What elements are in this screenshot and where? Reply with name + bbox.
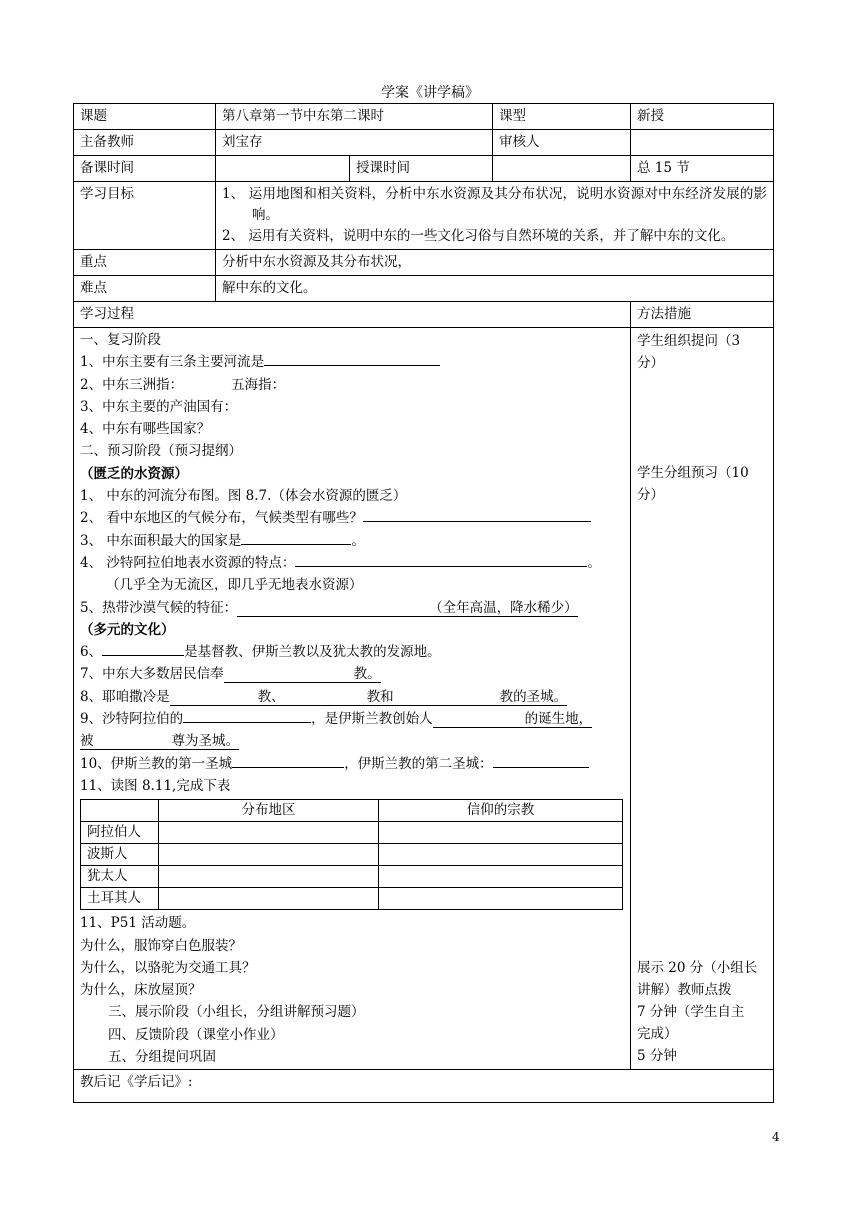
row-process-header — [74, 302, 774, 328]
method-1a: 学生组织提问（3 — [637, 333, 741, 349]
water-heading: （匮乏的水资源） — [80, 465, 188, 482]
answer-blank[interactable] — [295, 552, 587, 567]
method-content — [631, 328, 774, 1070]
reviewer-label: 审核人 — [493, 130, 631, 156]
table-header-cell — [81, 800, 159, 822]
activity-heading: 11、P51 活动题。 — [80, 915, 196, 932]
stage-3: 三、展示阶段（小组长，分组讲解预习题） — [108, 1004, 365, 1021]
method-2a: 学生分组预习（10 — [637, 465, 749, 481]
question-4: 4、中东有哪些国家？ — [80, 421, 211, 438]
key-value: 分析中东水资源及其分布状况， — [216, 250, 774, 276]
culture-11: 11、读图 8.11,完成下表 — [80, 777, 231, 794]
prep-time-value — [216, 156, 350, 182]
culture-7: 7、中东大多数居民信奉 教。 — [80, 666, 381, 683]
table-cell-blank[interactable] — [379, 866, 623, 888]
table-row — [81, 844, 623, 866]
culture-9: 9、沙特阿拉伯的 ，是伊斯兰教创始人 的诞生地， — [80, 708, 624, 730]
table-row — [81, 866, 623, 888]
culture-heading: （多元的文化） — [80, 621, 175, 638]
ethnic-group-label: 波斯人 — [81, 844, 159, 866]
why-3: 为什么，床放屋顶？ — [80, 982, 202, 999]
question-2: 2、中东三洲指： 五海指： — [80, 376, 286, 393]
row-afterword — [74, 1070, 774, 1103]
answer-blank[interactable] — [102, 641, 184, 656]
method-3d: 完成） — [637, 1026, 678, 1042]
preview-3: 3、 中东面积最大的国家是 。 — [80, 530, 624, 552]
stage-5: 五、分组提问巩固 — [108, 1049, 216, 1066]
goals-content — [216, 182, 774, 250]
question-3: 3、中东主要的产油国有： — [80, 398, 238, 415]
method-1b: 分） — [637, 355, 664, 371]
answer-blank[interactable] — [264, 351, 440, 366]
preview-4: 4、 沙特阿拉伯地表水资源的特点： 。 — [80, 552, 624, 574]
table-cell-blank[interactable] — [379, 822, 623, 844]
review-heading: 一、复习阶段 — [80, 332, 161, 348]
lesson-plan-table — [73, 103, 774, 1103]
preview-1: 1、 中东的河流分布图。图 8.7.（体会水资源的匮乏） — [80, 488, 407, 505]
preview-5: 5、热带沙漠气候的特征： （全年高温，降水稀少） — [80, 599, 578, 616]
goal-item: 1、 运用地图和相关资料，分析中东水资源及其分布状况，说明水资源对中东经济发展的影响。 — [222, 186, 767, 223]
teacher-label: 主备教师 — [74, 130, 216, 156]
culture-8: 8、耶咱撒冷是 教、 教和 教的圣城。 — [80, 688, 568, 705]
table-row — [81, 888, 623, 910]
ethnic-group-label: 阿拉伯人 — [81, 822, 159, 844]
row-key — [74, 250, 774, 276]
method-label: 方法措施 — [631, 302, 774, 328]
ethnic-religion-table — [80, 799, 623, 910]
row-teacher — [74, 130, 774, 156]
why-1: 为什么，服饰穿白色服装？ — [80, 937, 242, 954]
page-title: 学案《讲学稿》 — [381, 85, 479, 101]
method-3c: 7 分钟（学生自主 — [637, 1004, 745, 1020]
row-course — [74, 104, 774, 130]
type-label: 课型 — [493, 104, 631, 130]
course-value: 第八章第一节中东第二课时 — [216, 104, 493, 130]
reviewer-value — [631, 130, 774, 156]
culture-6: 6、 是基督教、伊斯兰教以及犹太教的发源地。 — [80, 641, 624, 663]
answer-blank[interactable] — [241, 530, 351, 545]
table-cell-blank[interactable] — [379, 888, 623, 910]
row-difficult — [74, 276, 774, 302]
preview-4-note: （几乎全为无流区，即几乎无地表水资源） — [106, 577, 363, 594]
method-2b: 分） — [637, 487, 664, 503]
table-cell-blank[interactable] — [159, 844, 379, 866]
preview-heading: 二、预习阶段（预习提纲） — [80, 443, 242, 460]
culture-9-cont: 被 尊为圣城。 — [80, 733, 239, 750]
culture-10: 10、伊斯兰教的第一圣城 ，伊斯兰教的第二圣城： — [80, 753, 624, 775]
process-label: 学习过程 — [74, 302, 631, 328]
table-header-cell: 信仰的宗教 — [379, 800, 623, 822]
answer-blank[interactable] — [232, 753, 344, 768]
table-header-row — [81, 800, 623, 822]
table-cell-blank[interactable] — [159, 866, 379, 888]
key-label: 重点 — [74, 250, 216, 276]
type-value: 新授 — [631, 104, 774, 130]
question-1: 1、中东主要有三条主要河流是 — [80, 351, 624, 373]
teacher-value: 刘宝存 — [216, 130, 493, 156]
process-content — [74, 328, 631, 1070]
goals-label: 学习目标 — [74, 182, 216, 250]
teach-time-label: 授课时间 — [350, 156, 493, 182]
method-3b: 讲解）教师点拨 — [637, 982, 732, 998]
preview-2: 2、 看中东地区的气候分布，气候类型有哪些？ — [80, 507, 624, 529]
prep-time-label: 备课时间 — [74, 156, 216, 182]
total-lessons: 总 15 节 — [631, 156, 774, 182]
method-3a: 展示 20 分（小组长 — [637, 960, 758, 976]
course-label: 课题 — [74, 104, 216, 130]
method-3e: 5 分钟 — [637, 1048, 677, 1064]
answer-blank[interactable] — [363, 507, 591, 522]
difficult-label: 难点 — [74, 276, 216, 302]
table-cell-blank[interactable] — [379, 844, 623, 866]
teach-time-value — [493, 156, 631, 182]
table-cell-blank[interactable] — [159, 822, 379, 844]
difficult-value: 解中东的文化。 — [216, 276, 774, 302]
afterword-label: 教后记《学后记》: — [74, 1070, 774, 1103]
row-time — [74, 156, 774, 182]
goal-item: 2、 运用有关资料，说明中东的一些文化习俗与自然环境的关系，并了解中东的文化。 — [222, 228, 735, 244]
answer-blank[interactable] — [183, 708, 311, 723]
stage-4: 四、反馈阶段（课堂小作业） — [108, 1026, 284, 1043]
ethnic-group-label: 土耳其人 — [81, 888, 159, 910]
table-cell-blank[interactable] — [159, 888, 379, 910]
table-header-cell: 分布地区 — [159, 800, 379, 822]
why-2: 为什么，以骆驼为交通工具？ — [80, 959, 256, 976]
page-number: 4 — [772, 1130, 780, 1144]
row-process — [74, 328, 774, 1070]
row-goals — [74, 182, 774, 250]
answer-blank[interactable] — [493, 753, 589, 768]
ethnic-group-label: 犹太人 — [81, 866, 159, 888]
table-row — [81, 822, 623, 844]
